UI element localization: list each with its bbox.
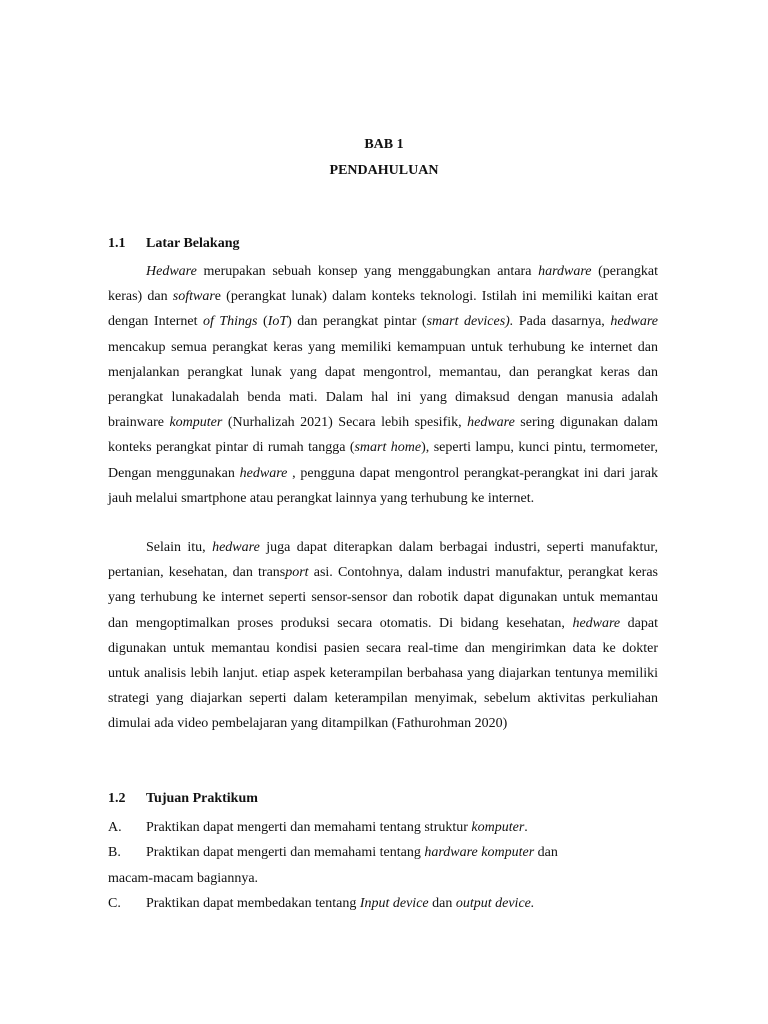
paragraph xyxy=(108,259,658,511)
text-run: (perangkat keras) dan xyxy=(108,264,658,305)
text-run: e (perangkat lunak) dalam konteks teknologi. Istilah ini memiliki kaitan erat dengan Internet xyxy=(108,289,658,330)
text-run: hedware xyxy=(467,415,515,431)
text-run: output device. xyxy=(455,896,535,912)
list-item xyxy=(108,891,658,916)
section-number: 1.1 xyxy=(108,236,126,251)
text-run: hardware xyxy=(538,264,592,279)
text-run: komputer xyxy=(471,820,525,835)
text-run: dan xyxy=(534,845,558,861)
text-run: . xyxy=(524,820,528,835)
text-run: dan xyxy=(428,896,456,912)
background-paragraph-2 xyxy=(108,535,658,737)
list-item-letter: A. xyxy=(108,820,122,835)
section-title: Tujuan Praktikum xyxy=(146,791,258,806)
text-run: ) dan perangkat pintar ( xyxy=(287,314,427,330)
text-run: asi. Contohnya, dalam industri manufaktur, perangkat keras yang terhubung ke internet seperti sensor-sensor dan robotik dapat digunakan untuk memantau dan mengoptimalkan proses produksi secara otomatis. Di bidang kesehatan, xyxy=(108,565,658,631)
section-heading-latar-belakang xyxy=(108,236,239,252)
text-run: komputer xyxy=(169,415,223,431)
text-run: Praktikan dapat mengerti dan memahami tentang xyxy=(146,845,425,861)
section-number: 1.2 xyxy=(108,791,126,806)
text-run: (Nurhalizah 2021) Secara lebih spesifik, xyxy=(222,415,468,431)
list-item-letter: B. xyxy=(108,845,121,861)
text-run: dapat digunakan untuk memantau kondisi pasien secara real-time dan mengirimkan data ke dokter untuk analisis lebih lanjut. etiap aspek keterampilan berbahasa yang diajarkan tentunya memiliki strategi yang diajarkan seperti dalam keterampilan menyimak, sebelum aktivitas perkuliahan dimulai ada video pembelajaran yang ditampilkan (Fathurohman 2020) xyxy=(108,615,658,732)
text-run: of Things xyxy=(202,314,258,330)
list-item-continuation: macam-macam bagiannya. xyxy=(108,870,259,886)
text-run: Input device xyxy=(359,896,429,912)
text-run: ( xyxy=(257,314,268,330)
chapter-title: PENDAHULUAN xyxy=(329,163,439,178)
background-paragraph-1 xyxy=(108,259,658,511)
text-run: smart devices). xyxy=(426,314,514,330)
text-run: merupakan sebuah konsep yang menggabungkan antara xyxy=(196,264,539,279)
text-run: hedware xyxy=(212,540,260,555)
text-run: Pada dasarnya, xyxy=(513,314,611,330)
text-run: mencakup semua perangkat keras yang memiliki kemampuan untuk terhubung ke internet dan menjalankan perangkat lunak yang dapat mengontrol, memantau, dan perangkat keras dan perangkat lunakadalah benda mati. Dalam hal ini yang dimaksud dengan manusia adalah brainware xyxy=(108,339,658,431)
text-run: juga dapat diterapkan dalam berbagai industri, seperti manufaktur, pertanian, kesehatan, dan trans xyxy=(108,540,658,581)
text-run: sering digunakan dalam konteks perangkat pintar di rumah tangga ( xyxy=(108,415,658,456)
list-item-letter: C. xyxy=(108,896,121,912)
text-run: Selain itu, xyxy=(146,540,213,555)
text-run: Praktikan dapat mengerti dan memahami tentang struktur xyxy=(146,820,472,835)
section-title: Latar Belakang xyxy=(146,236,240,251)
text-run: IoT xyxy=(267,314,288,330)
paragraph xyxy=(108,535,658,737)
text-run: hedware xyxy=(239,465,288,481)
chapter-number: BAB 1 xyxy=(364,137,404,152)
text-run: Hedware xyxy=(146,264,197,279)
goals-list xyxy=(108,815,658,917)
text-run: hedware xyxy=(610,314,659,330)
text-run: hardware komputer xyxy=(424,845,535,861)
section-heading-tujuan-praktikum xyxy=(108,791,258,807)
list-item xyxy=(108,815,658,840)
text-run: Praktikan dapat membedakan tentang xyxy=(146,896,360,912)
text-run: ), seperti lampu, kunci pintu, termometer, Dengan menggunakan xyxy=(108,440,658,481)
text-run: , pengguna dapat mengontrol perangkat-perangkat ini dari jarak jauh melalui smartphone atau perangkat lainnya yang terhubung ke internet. xyxy=(108,465,658,506)
text-run: hedware xyxy=(572,615,621,631)
text-run: port xyxy=(285,565,309,581)
list-item xyxy=(108,840,658,865)
text-run: softwar xyxy=(172,289,215,305)
text-run: smart home xyxy=(354,440,422,456)
